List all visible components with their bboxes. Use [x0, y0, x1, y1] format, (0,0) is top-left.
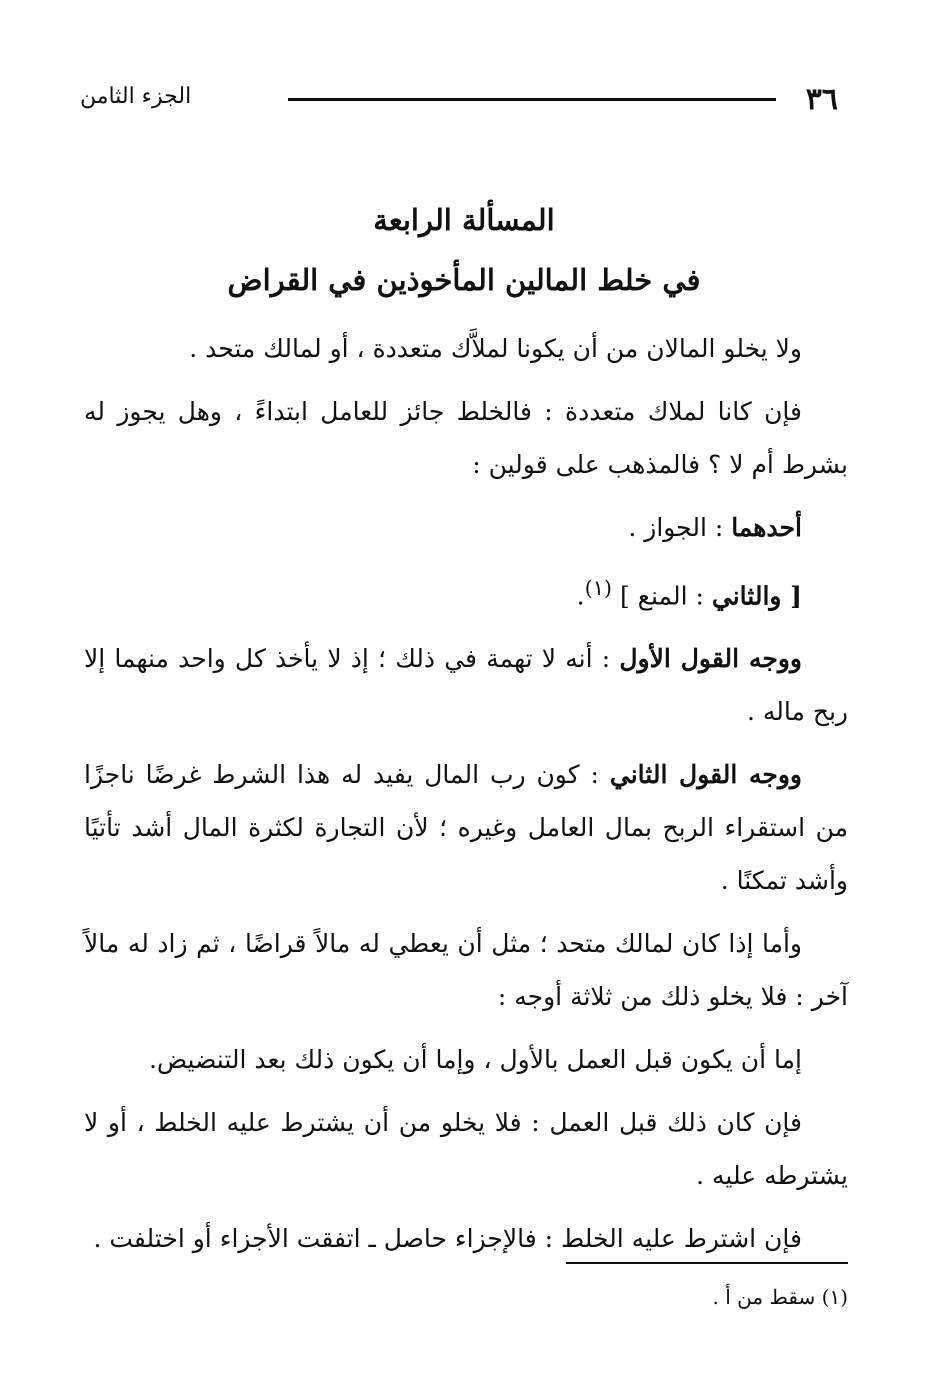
footnote-rule [566, 1262, 848, 1264]
paragraph-lead: أحدهما [731, 513, 802, 542]
issue-subheading: في خلط المالين المأخوذين في القراض [227, 263, 701, 297]
section-headings [80, 190, 848, 310]
running-header [80, 80, 848, 120]
part-title: الجزء الثامن [80, 84, 192, 109]
paragraph: فإن اشترط عليه الخلط : فالإجزاء حاصل ـ اتفقت الأجزاء أو اختلفت . [93, 1224, 802, 1254]
paragraph-text: : الجواز . [628, 513, 732, 542]
body-text [84, 322, 848, 1275]
paragraph: [ والثاني : المنع ] $^{(١)}$. [576, 576, 802, 611]
paragraph-text: : أنه لا تهمة في ذلك ؛ إذ لا يأخذ كل واحد منهما إلا ربح ماله . [84, 644, 848, 727]
paragraph: إما أن يكون قبل العمل بالأول ، وإما أن يكون ذلك بعد التنضيض. [148, 1045, 802, 1075]
paragraph: فإن كانا لملاك متعددة : فالخلط جائز للعامل ابتداءً ، وهل يجوز له بشرط أم لا ؟ فالمذهب على قولين : [84, 397, 848, 479]
paragraph-lead: ووجه القول الأول [619, 644, 802, 674]
footnote-ref: (١) [584, 576, 613, 600]
issue-heading: المسألة الرابعة [373, 203, 555, 237]
paragraph: وأما إذا كان لمالك متحد ؛ مثل أن يعطي له مالاً قراضًا ، ثم زاد له مالاً آخر : فلا يخلو ذلك من ثلاثة أوجه : [84, 929, 848, 1012]
paragraph [84, 632, 848, 738]
footnote: (١) سقط من أ . [712, 1285, 848, 1309]
paragraph-text: : المنع ] [612, 581, 712, 611]
paragraph-text: : كون رب المال يفيد له هذا الشرط غرضًا ناجزًا من استقراء الربح بمال العامل وغيره ؛ لأن التجارة لكثرة المال أشد تأتيًا وأشد تمكنًا . [84, 760, 848, 896]
paragraph [84, 501, 848, 554]
paragraph-lead: ووجه القول الثاني [609, 760, 803, 790]
paragraph [84, 748, 848, 907]
header-rule [288, 98, 776, 101]
paragraph-lead: [ والثاني [711, 581, 802, 611]
paragraph: فإن كان ذلك قبل العمل : فلا يخلو من أن يشترط عليه الخلط ، أو لا يشترطه عليه . [84, 1108, 848, 1191]
paragraph: ولا يخلو المالان من أن يكونا لملاَّك متعددة ، أو لمالك متحد . [189, 334, 802, 363]
page-number: ٣٦ [805, 82, 838, 117]
